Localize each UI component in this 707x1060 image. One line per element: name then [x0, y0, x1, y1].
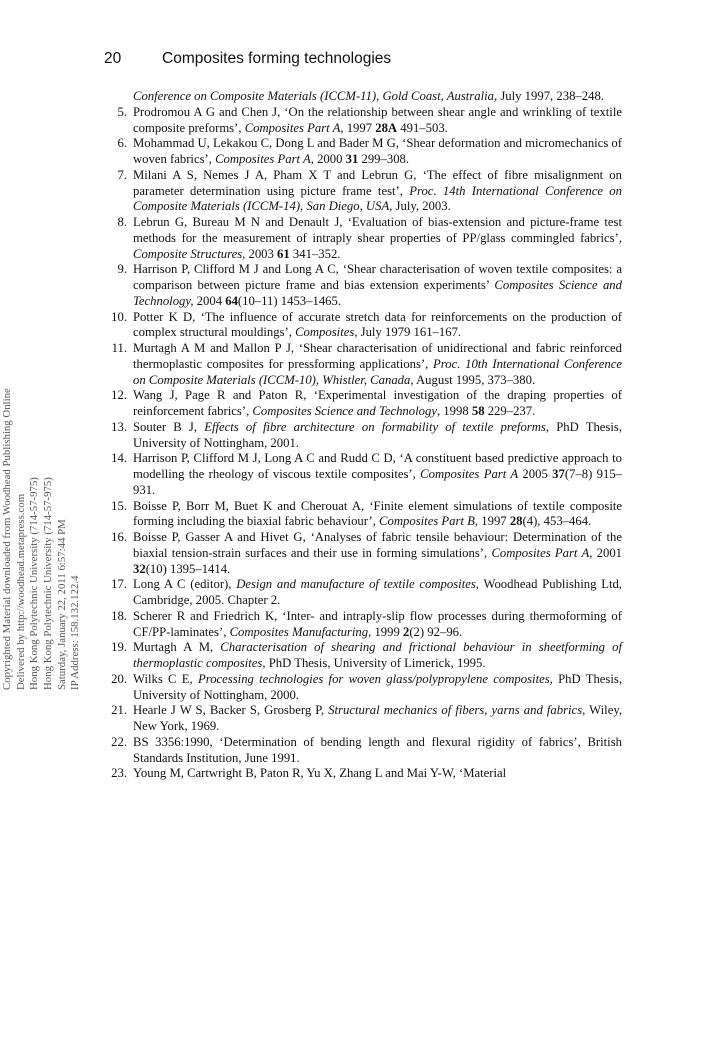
reference-text: Scherer R and Friedrich K, ‘Inter- and intraply-slip flow processes during thermoforming of CF/PP-laminates’, [133, 608, 622, 639]
reference-text: Composites [295, 325, 355, 340]
reference-text: 58 [471, 404, 485, 418]
reference-text: (4), 453–464. [522, 514, 592, 529]
reference-text: Composites Manufacturing [229, 624, 369, 639]
reference-text: Boisse P, Gasser A and Hivet G, ‘Analyses of fabric tensile behaviour: Determination of the biaxial tension-strain surfaces and their use in forming simulations’, [133, 530, 622, 560]
reference-text: , 2000 [310, 152, 346, 166]
reference-text: , 1997 [340, 120, 376, 135]
reference-text: Murtagh A M and Mallon P J, ‘Shear characterisation of unidirectional and fabric reinforced thermoplastic composites for pressforming applications’, [133, 341, 622, 371]
reference-text: Composite Structures [133, 246, 243, 261]
reference-number: 20. [111, 671, 127, 686]
reference-text: Composites Part A [420, 467, 519, 481]
reference-text: 2005 [518, 467, 553, 481]
reference-number: 14. [111, 451, 127, 466]
reference-item [103, 609, 622, 641]
reference-item [103, 168, 622, 215]
reference-number: 13. [111, 419, 127, 434]
reference-text: Murtagh A M, [133, 640, 221, 655]
reference-text: Composites Part A [491, 545, 590, 560]
reference-item [103, 420, 622, 452]
reference-item [103, 640, 622, 672]
reference-item [103, 136, 622, 168]
reference-text: , PhD Thesis, University of Nottingham, 2000. [133, 671, 623, 702]
reference-text: , 1998 [436, 404, 472, 418]
reference-text: 28 [509, 514, 523, 529]
reference-text: Design and manufacture of textile composites [236, 577, 476, 592]
reference-list [103, 89, 622, 782]
reference-item [103, 499, 622, 531]
reference-text: Prodromou A G and Chen J, ‘On the relationship between shear angle and wrinkling of textile composite preforms’, [133, 104, 622, 135]
reference-number: 17. [111, 577, 127, 592]
watermark-line: Hong Kong Polytechnic University (714-57-975) [42, 477, 55, 690]
page-number: 20 [104, 50, 122, 67]
reference-text: BS 3356:1990, ‘Determination of bending length and flexural rigidity of fabrics’, British Standards Institution, June 1991. [133, 734, 622, 765]
reference-text: , 2003 [242, 246, 278, 261]
reference-number: 5. [117, 104, 127, 119]
reference-text: 341–352. [289, 246, 341, 261]
reference-text: Characterisation of shearing and frictional behaviour in sheetforming of thermoplastic composites [133, 640, 622, 670]
reference-text: Proc. 10th International Conference on Composite Materials (ICCM-10), Whistler, Canada [133, 356, 623, 387]
reference-text: (2) 92–96. [409, 624, 463, 639]
reference-number: 8. [117, 215, 127, 229]
reference-item [103, 262, 622, 309]
reference-item [103, 530, 622, 577]
reference-number: 16. [111, 530, 127, 544]
reference-text: 491–503. [397, 120, 448, 135]
reference-item [103, 451, 622, 498]
reference-text: , 1997 [474, 514, 510, 529]
watermark-line: Hong Kong Polytechnic University (714-57-975) [28, 477, 41, 690]
reference-text: Wilks C E, [133, 671, 198, 686]
reference-text: Wang J, Page R and Paton R, ‘Experimental investigation of the draping properties of reinforcement fabrics’, [133, 388, 622, 418]
watermark-line: Saturday, January 22, 2011 6:57:44 PM [55, 519, 68, 690]
reference-number: 12. [111, 388, 127, 403]
reference-text: Young M, Cartwright B, Paton R, Yu X, Zhang L and Mai Y-W, ‘Material [133, 766, 507, 781]
reference-text: Long A C (editor), [133, 577, 237, 592]
reference-item [103, 388, 622, 420]
reference-text: , Wiley, New York, 1969. [133, 703, 623, 733]
reference-text: 61 [277, 246, 290, 261]
reference-number: 23. [111, 766, 127, 781]
reference-text: Harrison P, Clifford M J, Long A C and Rudd C D, ‘A constituent based predictive approach to modelling the rheology of viscous textile composites’, [133, 451, 622, 481]
reference-text: Effects of fibre architecture on formability of textile preforms [204, 419, 546, 434]
reference-text: , PhD Thesis, University of Nottingham, 2001. [133, 419, 622, 450]
reference-text: Conference on Composite Materials (ICCM-11), Gold Coast, Australia [133, 89, 494, 103]
reference-text: 229–237. [484, 404, 536, 418]
reference-text: Hearle J W S, Backer S, Grosberg P, [133, 703, 329, 718]
reference-text: Processing technologies for woven glass/polypropylene composites [197, 671, 550, 686]
reference-item [103, 341, 622, 388]
reference-text: , July 1997, 238–248. [494, 89, 604, 103]
reference-item [103, 105, 622, 137]
reference-text: (7–8) 915–931. [133, 467, 623, 497]
reference-text: Lebrun G, Bureau M N and Denault J, ‘Evaluation of bias-extension and picture-frame test methods for the measurement of intraply shear properties of PP/glass commingled fabrics’, [133, 215, 622, 245]
reference-text: , August 1995, 373–380. [410, 372, 536, 387]
reference-text: 299–308. [358, 152, 410, 166]
reference-number: 7. [117, 167, 127, 182]
reference-text: , Woodhead Publishing Ltd, Cambridge, 2005. Chapter 2. [133, 577, 622, 607]
reference-number: 9. [117, 262, 127, 277]
watermark-line: Copyrighted Material downloaded from Woodhead Publishing Online [1, 388, 13, 690]
reference-text: , July 1979 161–167. [354, 325, 462, 340]
reference-text: 37 [552, 467, 565, 481]
reference-number: 15. [111, 498, 127, 513]
reference-item [103, 766, 622, 782]
reference-text: Boisse P, Borr M, Buet K and Cherouat A, ‘Finite element simulations of textile composite forming including the biaxial fabric behaviour’, [133, 498, 622, 529]
reference-item [103, 577, 622, 609]
download-watermark [1, 310, 83, 690]
watermark-line: Delivered by http://woodhead.metapress.com [14, 493, 27, 690]
reference-number: 11. [111, 341, 127, 355]
reference-text: Harrison P, Clifford M J and Long A C, ‘Shear characterisation of woven textile composites: a comparison between picture frame and bias extension experiments’ [133, 262, 622, 292]
reference-text: Mohammad U, Lekakou C, Dong L and Bader M G, ‘Shear deformation and micromechanics of woven fabrics’, [133, 136, 622, 166]
reference-item [103, 215, 622, 262]
reference-text: , July, 2003. [389, 199, 451, 214]
reference-item [103, 735, 622, 767]
reference-text: 2 [402, 624, 410, 639]
reference-text: 32 [133, 561, 146, 576]
reference-text: 2004 [193, 293, 226, 308]
reference-text: Structural mechanics of fibers, yarns and fabrics [328, 703, 583, 718]
reference-text: 64 [225, 293, 238, 308]
reference-item [103, 89, 622, 105]
reference-text: Souter B J, [133, 419, 205, 434]
watermark-line: IP Address: 158.132.122.4 [69, 575, 82, 690]
reference-number: 10. [111, 309, 127, 324]
reference-number: 22. [111, 734, 127, 749]
reference-text: (10–11) 1453–1465. [237, 293, 342, 308]
reference-number: 6. [117, 136, 127, 151]
reference-number: 18. [111, 608, 127, 623]
reference-text: Composites Part A [244, 120, 341, 135]
reference-number: 21. [111, 703, 127, 718]
reference-text: , 1999 [368, 624, 403, 639]
reference-item [103, 703, 622, 735]
reference-number: 19. [111, 640, 127, 655]
reference-text: Proc. 14th International Conference on Composite Materials (ICCM-14), San Diego, USA [133, 183, 622, 214]
reference-text: Composites Science and Technology, [133, 278, 622, 308]
reference-text: Milani A S, Nemes J A, Pham X T and Lebrun G, ‘The effect of fibre misalignment on parameter determination using picture frame test’, [133, 167, 622, 198]
reference-text: Composites Science and Technology [252, 404, 437, 418]
reference-text: , PhD Thesis, University of Limerick, 1995. [262, 656, 486, 670]
running-header [104, 50, 391, 68]
reference-text: (10) 1395–1414. [145, 561, 231, 576]
reference-text: , 2001 [589, 545, 623, 560]
reference-text: 31 [345, 152, 359, 166]
reference-item [103, 672, 622, 704]
reference-text: Composites Part B [379, 514, 475, 529]
reference-text: Composites Part A [215, 152, 311, 166]
running-title: Composites forming technologies [162, 50, 392, 67]
reference-text: Potter K D, ‘The influence of accurate stretch data for reinforcements on the production of complex structural mouldings’, [133, 309, 622, 340]
reference-item [103, 310, 622, 342]
reference-text: 28A [375, 120, 398, 135]
